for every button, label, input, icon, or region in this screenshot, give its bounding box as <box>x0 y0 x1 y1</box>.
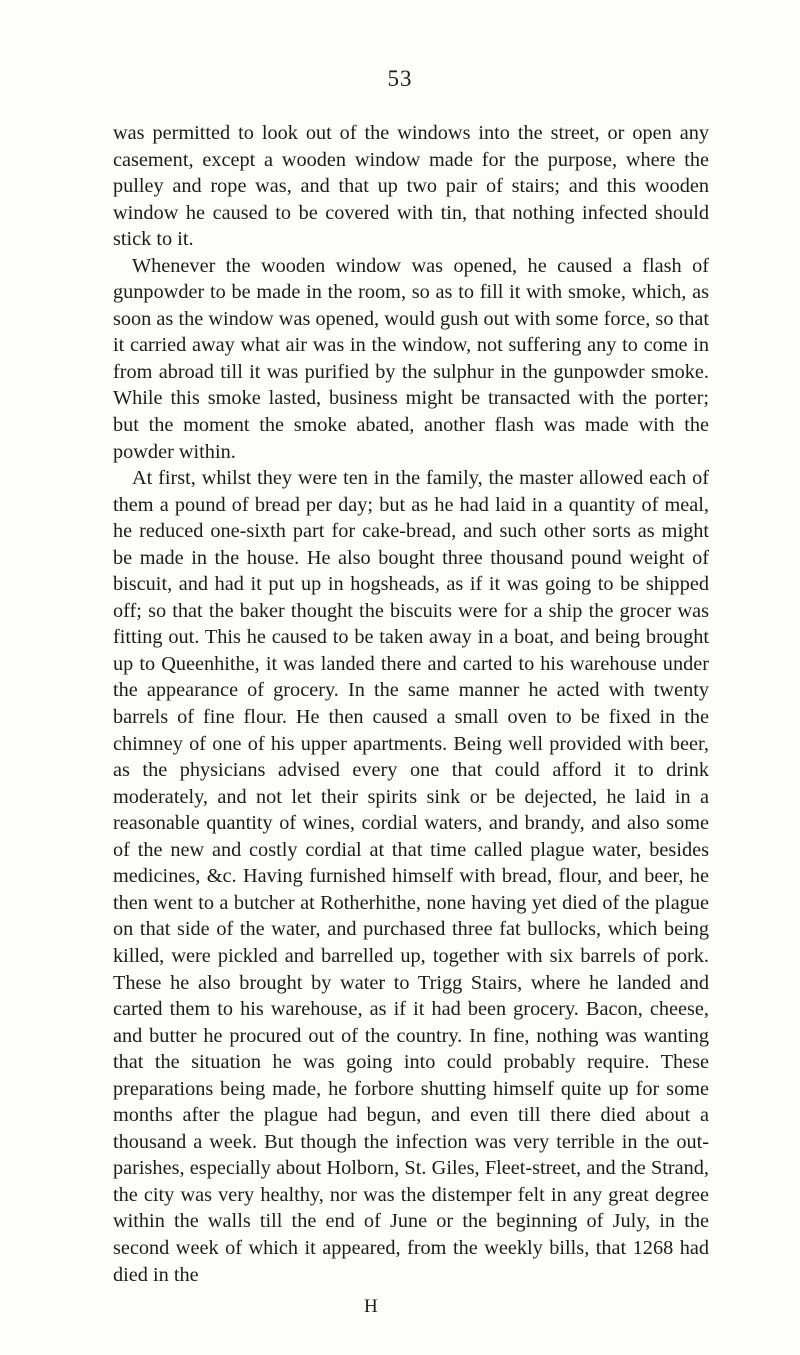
paragraph-3: At first, whilst they were ten in the family, the master allowed each of them a pound of bread per day; but as he had laid in a quantity of meal, he reduced one-sixth part for cake-bread, and such other sorts as might be made in the house. He also bought three thousand pound weight of biscuit, and had it put up in hogsheads, as if it was going to be shipped off; so that the baker thought the biscuits were for a ship the grocer was fitting out. This he caused to be taken away in a boat, and being brought up to Queenhithe, it was landed there and carted to his warehouse under the appearance of grocery. In the same manner he acted with twenty barrels of fine flour. He then caused a small oven to be fixed in the chimney of one of his upper apartments. Being well provided with beer, as the physicians advised every one that could afford it to drink moderately, and not let their spirits sink or be dejected, he laid in a reasonable quantity of wines, cordial waters, and brandy, and also some of the new and costly cordial at that time called plague water, besides medicines, &c. Having furnished himself with bread, flour, and beer, he then went to a butcher at Rotherhithe, none having yet died of the plague on that side of the water, and purchased three fat bullocks, which being killed, were pickled and barrelled up, together with six barrels of pork. These he also brought by water to Trigg Stairs, where he landed and carted them to his warehouse, as if it had been grocery. Bacon, cheese, and butter he procured out of the country. In fine, nothing was wanting that the situation he was going into could probably require. These preparations being made, he forbore shutting himself quite up for some months after the plague had begun, and even till there died about a thousand a week. But though the infection was very terrible in the out-parishes, especially about Holborn, St. Giles, Fleet-street, and the Strand, the city was very healthy, nor was the distemper felt in any great degree within the walls till the end of June or the beginning of July, in the second week of which it appeared, from the weekly bills, that 1268 had died in the <box>113 467 709 1286</box>
body-text <box>113 120 709 1288</box>
paragraph-2: Whenever the wooden window was opened, he caused a flash of gunpowder to be made in the room, so as to fill it with smoke, which, as soon as the window was opened, would gush out with some force, so that it carried away what air was in the window, not suffering any to come in from abroad till it was purified by the sulphur in the gunpowder smoke. While this smoke lasted, business might be transacted with the porter; but the moment the smoke abated, another flash was made with the powder within. <box>113 254 709 463</box>
paragraph-1: was permitted to look out of the windows into the street, or open any casement, except a wooden window made for the purpose, where the pulley and rope was, and that up two pair of stairs; and this wooden window he caused to be covered with tin, that nothing infected should stick to it. <box>113 122 709 251</box>
signature-mark: H <box>364 1296 379 1317</box>
page-number: 53 <box>387 66 413 91</box>
